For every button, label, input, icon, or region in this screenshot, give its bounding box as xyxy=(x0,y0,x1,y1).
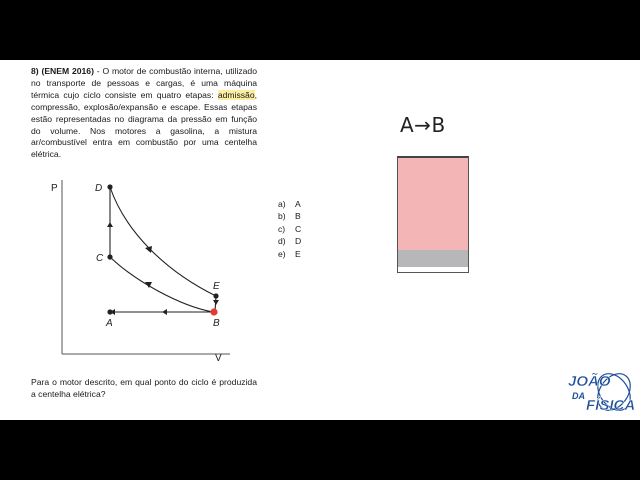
option-d[interactable] xyxy=(278,235,301,247)
axis-label-v: V xyxy=(215,353,222,364)
logo-line-2: DA xyxy=(572,391,585,401)
point-b xyxy=(210,308,217,315)
arrow-ab-2 xyxy=(162,309,167,315)
axis-label-p: P xyxy=(51,183,58,194)
arrow-cd xyxy=(107,222,113,227)
arrow-eb xyxy=(213,300,219,305)
engine-cylinder xyxy=(397,156,469,273)
option-letter: d) xyxy=(278,236,286,247)
option-text: E xyxy=(295,248,301,259)
cylinder-piston xyxy=(398,250,468,267)
option-letter: a) xyxy=(278,199,286,209)
highlighted-word: admissão xyxy=(217,89,255,100)
point-c xyxy=(107,254,112,259)
option-b[interactable] xyxy=(278,210,301,222)
handwritten-annotation: A→B xyxy=(400,113,446,137)
option-letter: e) xyxy=(278,248,286,259)
arrow-de xyxy=(145,246,152,253)
option-text: A xyxy=(295,199,301,209)
point-a xyxy=(107,309,112,314)
question-prompt: Para o motor descrito, em qual ponto do ciclo é produzida a centelha elétrica? xyxy=(31,377,257,399)
question-text-after: , compressão, explosão/expansão e escape. Essas etapas estão representadas no diagrama da pressão em função do volume. Nos motores a gasolina, a mistura ar/combustível entra em combustão por uma centelha elétrica. xyxy=(31,89,257,160)
logo-line-1: JOÃO xyxy=(568,373,611,390)
option-e[interactable] xyxy=(278,248,301,260)
option-letter: c) xyxy=(278,223,286,234)
label-c: C xyxy=(96,253,104,264)
option-a[interactable] xyxy=(278,198,301,210)
option-letter: b) xyxy=(278,211,286,222)
point-d xyxy=(107,184,112,189)
question-statement xyxy=(31,66,257,161)
option-text: D xyxy=(295,236,302,247)
option-text: B xyxy=(295,211,301,222)
label-b: B xyxy=(213,318,220,329)
pv-diagram xyxy=(40,176,240,376)
label-e: E xyxy=(213,281,220,292)
point-e xyxy=(213,293,218,298)
logo-line-3: FÍSICA xyxy=(586,397,636,414)
question-number: 8) (ENEM 2016) xyxy=(31,66,94,76)
answer-options xyxy=(278,198,301,260)
label-a: A xyxy=(106,318,113,329)
option-text: C xyxy=(295,223,302,234)
path-de xyxy=(110,187,216,296)
cylinder-gas xyxy=(398,158,468,250)
question-text-before: - O motor de combustão interna, utilizado no transporte de pessoas e cargas, é uma máquina térmica cujo ciclo consiste em quatro etapas: xyxy=(31,66,257,100)
option-c[interactable] xyxy=(278,223,301,235)
channel-logo xyxy=(566,370,638,414)
path-bc xyxy=(110,257,213,312)
label-d: D xyxy=(95,183,103,194)
